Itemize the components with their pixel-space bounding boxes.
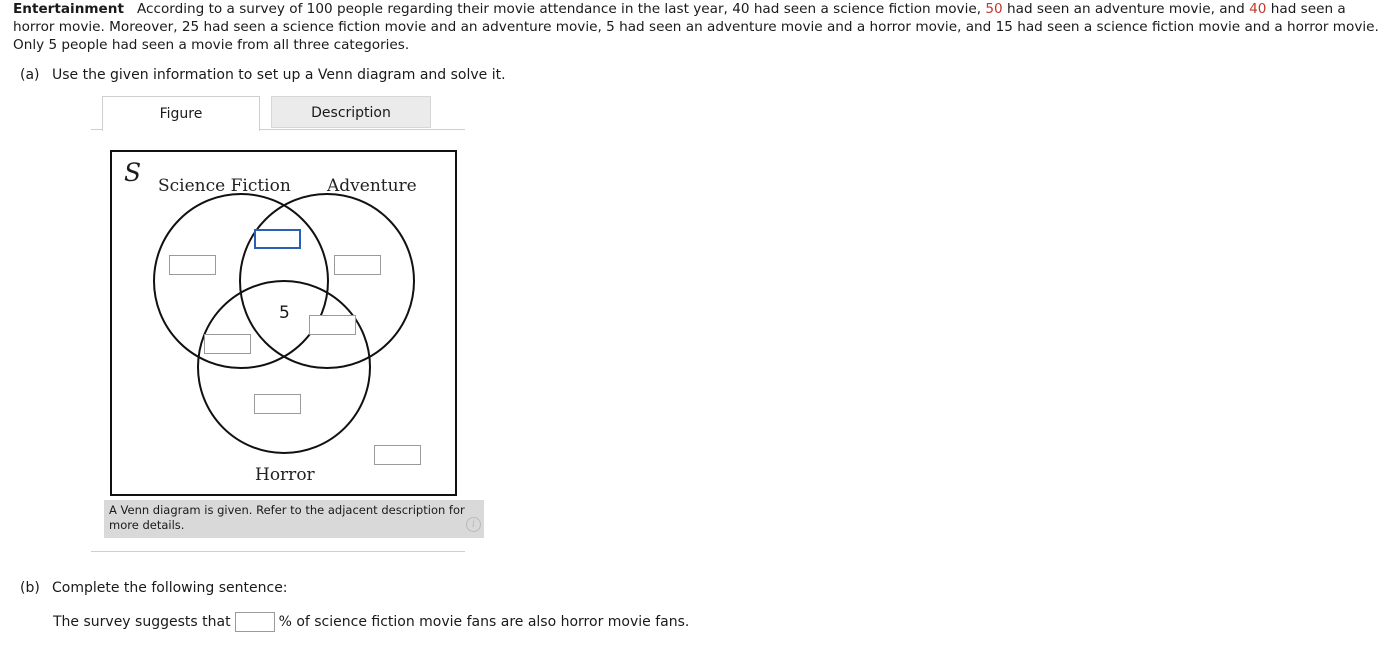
part-b-prompt bbox=[20, 580, 288, 596]
tab-figure[interactable]: Figure bbox=[102, 96, 260, 131]
universe-label: S bbox=[124, 158, 142, 187]
problem-text-1a: According to a survey of 100 people regarding their movie attendance in the last year, 40 had seen a science fiction movie, bbox=[136, 1, 982, 17]
input-sf-only[interactable] bbox=[169, 255, 216, 275]
problem-text-1c: had seen a bbox=[1270, 1, 1346, 17]
sentence-after: % of science fiction movie fans are also horror movie fans. bbox=[278, 614, 690, 630]
input-adventure-only[interactable] bbox=[334, 255, 381, 275]
tab-description[interactable]: Description bbox=[271, 96, 431, 128]
part-b-text: Complete the following sentence: bbox=[52, 580, 288, 596]
label-adventure: Adventure bbox=[327, 176, 417, 196]
info-icon[interactable]: i bbox=[466, 517, 481, 532]
input-sf-horror[interactable] bbox=[204, 334, 251, 354]
horror-count: 40 bbox=[1249, 1, 1267, 17]
input-adventure-horror[interactable] bbox=[309, 315, 356, 335]
part-a-text: Use the given information to set up a Venn diagram and solve it. bbox=[52, 67, 506, 83]
sentence-before: The survey suggests that bbox=[53, 614, 231, 630]
label-horror: Horror bbox=[255, 465, 315, 485]
problem-line-3: Only 5 people had seen a movie from all three categories. bbox=[13, 37, 410, 53]
problem-line-2: horror movie. Moreover, 25 had seen a science fiction movie and an adventure movie, 5 had seen an adventure movie and a horror movie, and 15 had seen a science fiction movie and a horror movie. bbox=[13, 19, 1379, 35]
percent-answer-input[interactable] bbox=[235, 612, 275, 632]
figure-caption: A Venn diagram is given. Refer to the adjacent description for more details. bbox=[104, 500, 484, 538]
figure-bottom-divider bbox=[91, 551, 465, 552]
part-b-tag: (b) bbox=[20, 580, 40, 596]
adventure-count: 50 bbox=[985, 1, 1003, 17]
part-a-tag: (a) bbox=[20, 67, 40, 83]
input-outside[interactable] bbox=[374, 445, 421, 465]
input-horror-only[interactable] bbox=[254, 394, 301, 414]
center-value: 5 bbox=[279, 303, 290, 323]
part-b-sentence bbox=[53, 612, 689, 632]
problem-title: Entertainment bbox=[13, 1, 124, 17]
label-science-fiction: Science Fiction bbox=[158, 176, 291, 196]
input-sf-adventure[interactable] bbox=[254, 229, 301, 249]
problem-text-1b: had seen an adventure movie, and bbox=[1007, 1, 1245, 17]
